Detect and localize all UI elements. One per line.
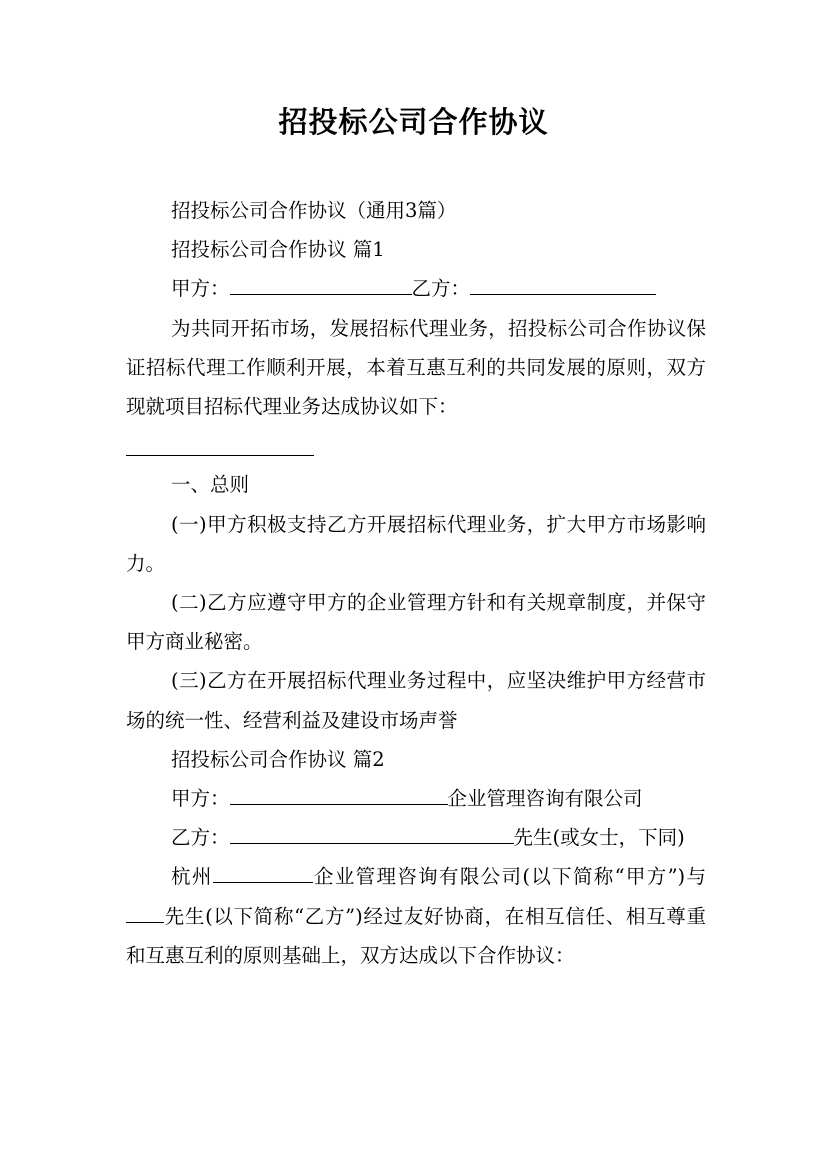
p2-party-b-label: 乙方： (171, 826, 230, 850)
document-body (126, 191, 706, 975)
p2-party-a-line (126, 779, 706, 818)
parties-line (126, 269, 706, 308)
party-a-blank (230, 274, 412, 295)
p2-company-blank (213, 862, 313, 883)
p2-party-a-label: 甲方： (171, 787, 230, 811)
part1-heading: 招投标公司合作协议 篇1 (171, 238, 385, 262)
clause-2: (二)乙方应遵守甲方的企业管理方针和有关规章制度，并保守甲方商业秘密。 (126, 591, 706, 654)
p2-name-blank (126, 901, 164, 922)
p2-intro-city: 杭州 (171, 865, 213, 889)
p2-party-b-line (126, 818, 706, 857)
part2-heading: 招投标公司合作协议 篇2 (171, 747, 385, 771)
party-b-label: 乙方： (411, 277, 471, 301)
clause-3: (三)乙方在开展招标代理业务过程中，应坚决维护甲方经营市场的统一性、经营利益及建设市场声誉 (126, 669, 706, 732)
intro-blank-line (126, 426, 706, 465)
subtitle: 招投标公司合作协议（通用3篇） (171, 199, 457, 222)
p2-intro-middle: 企业管理咨询有限公司(以下简称“甲方”)与 (312, 865, 706, 889)
party-b-blank (470, 274, 656, 295)
party-a-label: 甲方： (171, 277, 230, 301)
intro-blank (126, 434, 314, 455)
clause-1: (一)甲方积极支持乙方开展招标代理业务，扩大甲方市场影响力。 (126, 512, 706, 575)
p2-party-a-blank (230, 784, 448, 805)
p2-intro-paragraph (126, 857, 706, 975)
section-general: 一、总则 (171, 473, 250, 497)
p2-party-b-suffix: 先生(或女士，下同) (513, 826, 685, 850)
intro-paragraph: 为共同开拓市场，发展招标代理业务，招投标公司合作协议保证招标代理工作顺利开展，本着互惠互利的共同发展的原则，双方现就项目招标代理业务达成协议如下： (126, 316, 706, 419)
p2-intro-end: 先生(以下简称“乙方”)经过友好协商，在相互信任、相互尊重和互惠互利的原则基础上，双方达成以下合作协议： (126, 904, 706, 967)
p2-party-a-suffix: 企业管理咨询有限公司 (447, 787, 643, 811)
document-title: 招投标公司合作协议 (278, 105, 549, 139)
p2-party-b-blank (230, 823, 514, 844)
